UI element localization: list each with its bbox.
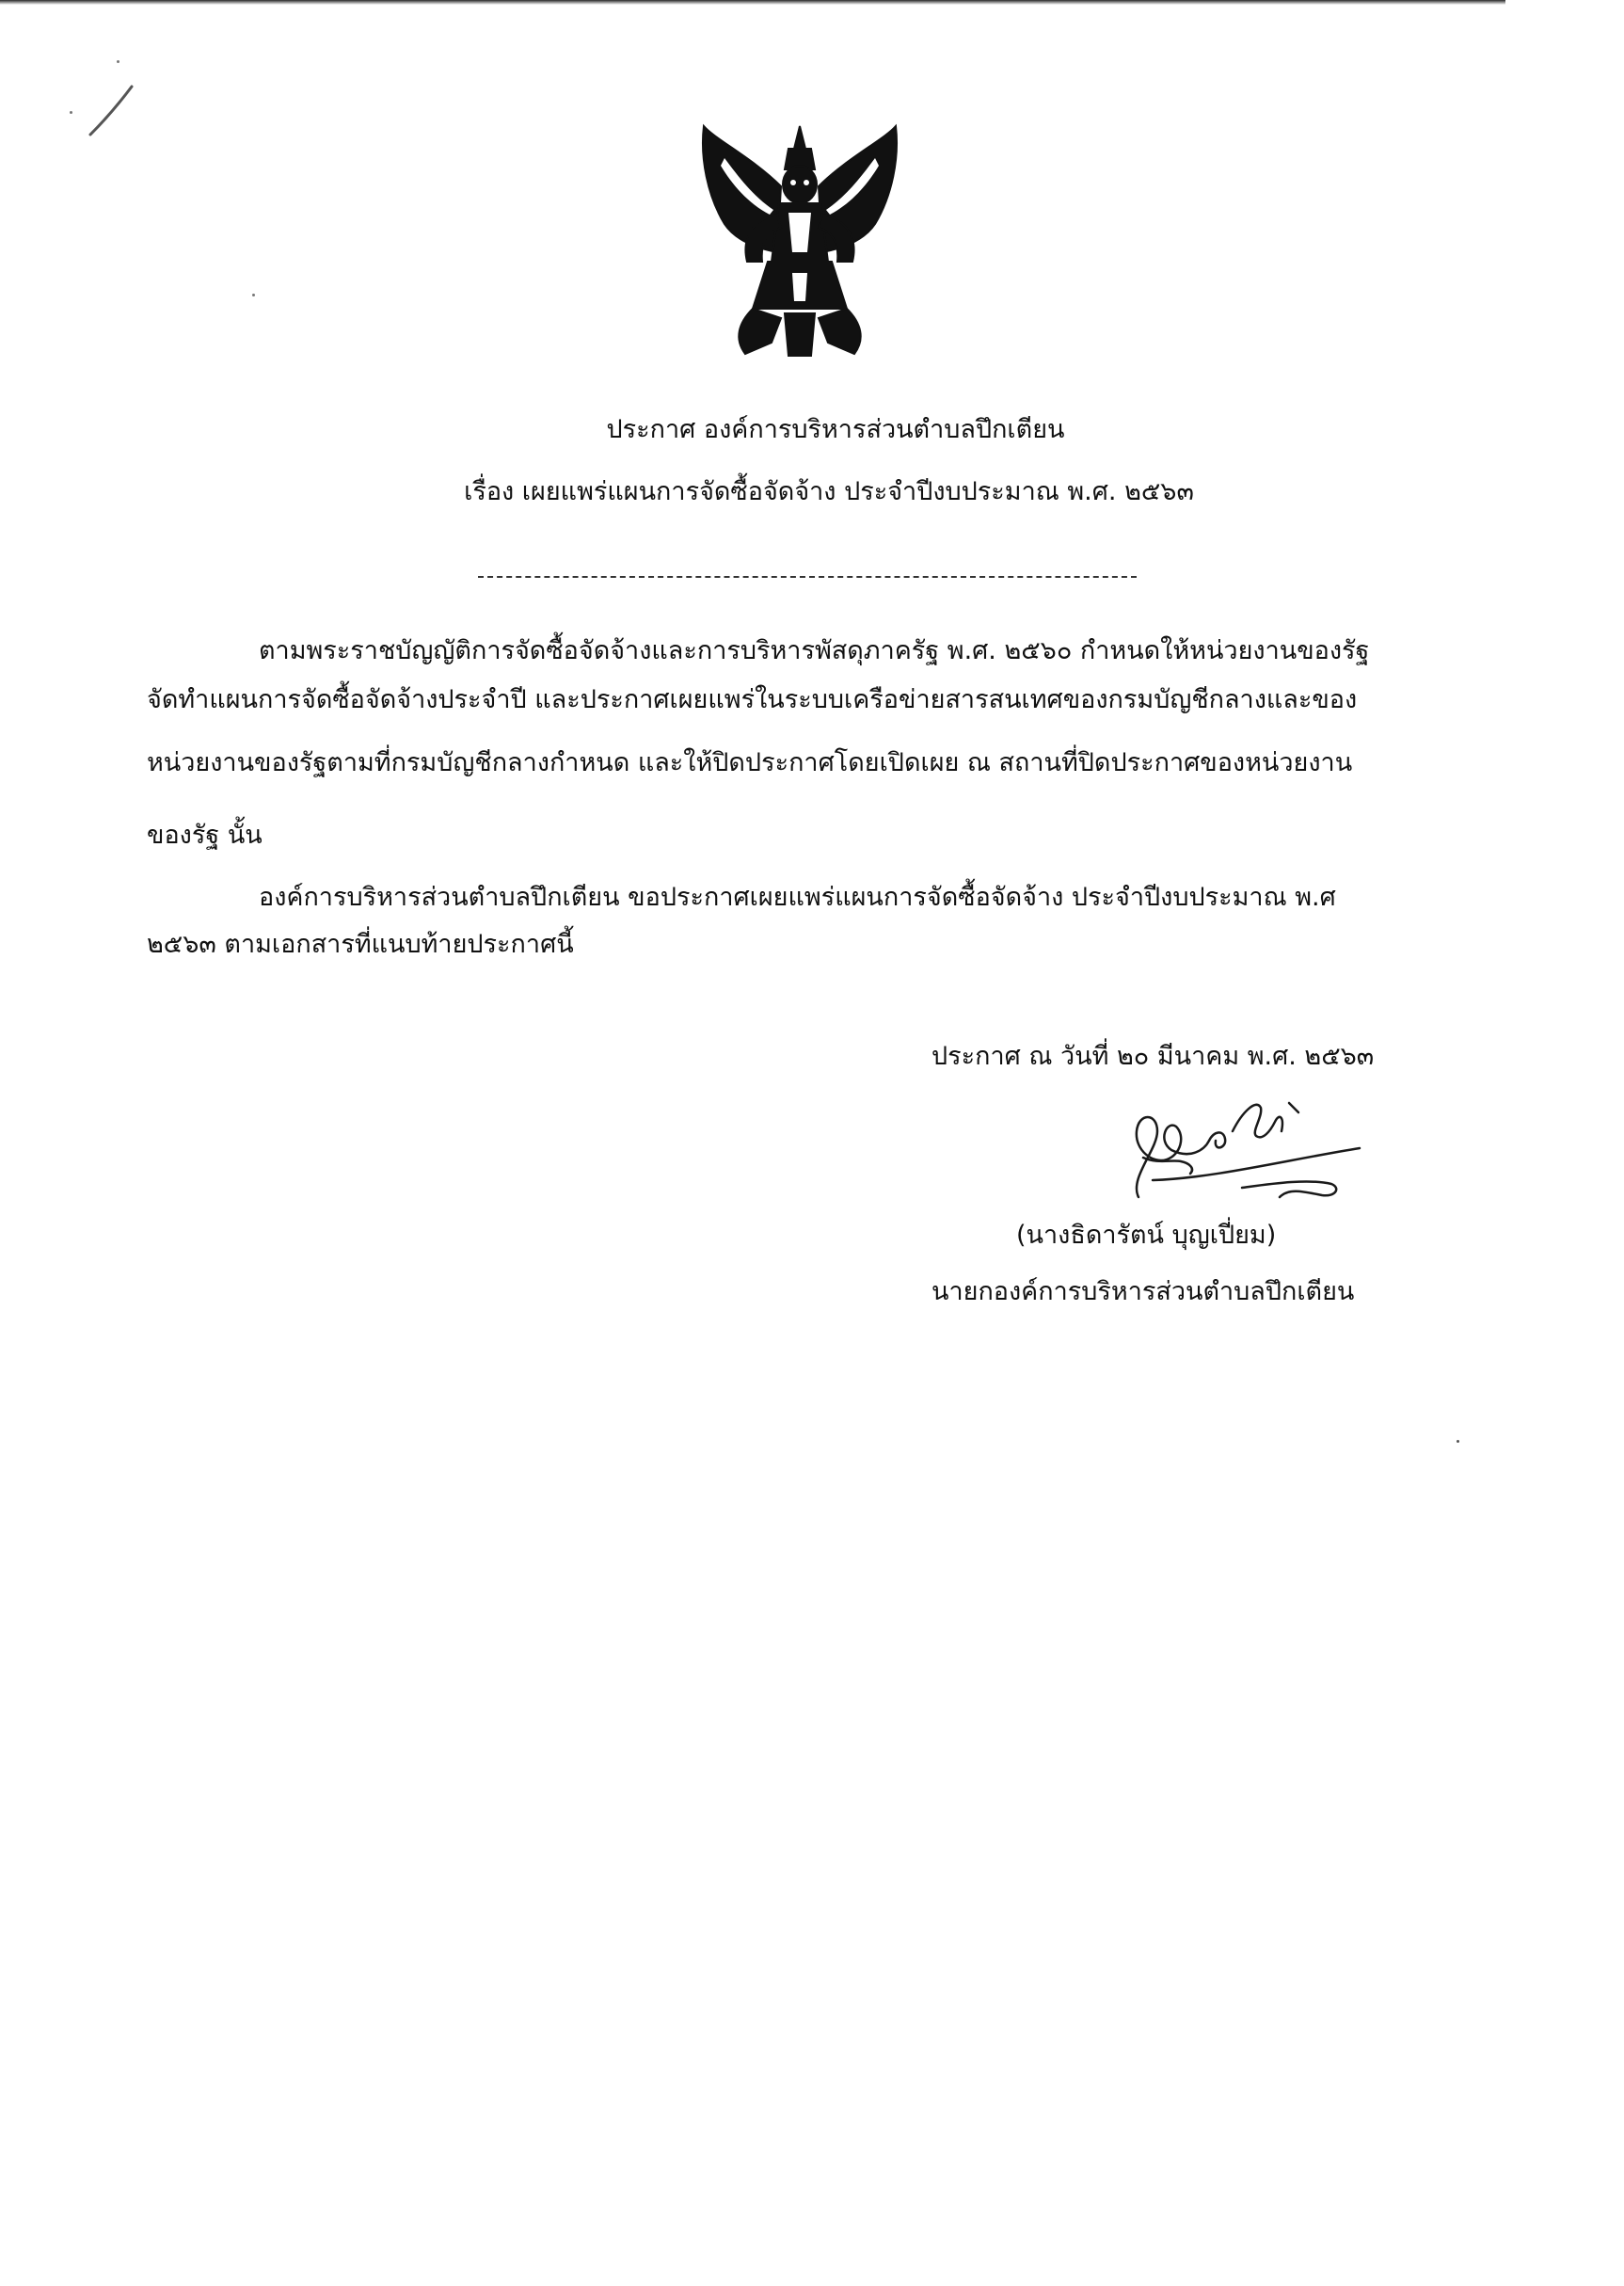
scan-pen-mark bbox=[83, 83, 139, 139]
announcement-title: ประกาศ องค์การบริหารส่วนตำบลปึกเตียน bbox=[606, 415, 1065, 444]
signer-name: (นางธิดารัตน์ บุญเปี่ยม) bbox=[1016, 1221, 1277, 1250]
paragraph-1-line: ตามพระราชบัญญัติการจัดซื้อจัดจ้างและการบริหารพัสดุภาครัฐ พ.ศ. ๒๕๖๐ กำหนดให้หน่วยงานของรัฐ bbox=[259, 636, 1370, 665]
announcement-subject: เรื่อง เผยแพร่แผนการจัดซื้อจัดจ้าง ประจำปีงบประมาณ พ.ศ. ๒๕๖๓ bbox=[464, 477, 1194, 506]
garuda-emblem-icon bbox=[687, 120, 913, 365]
scan-top-edge bbox=[0, 0, 1505, 5]
scan-speck bbox=[1457, 1440, 1459, 1443]
handwritten-signature bbox=[1101, 1094, 1383, 1216]
paragraph-1-line: หน่วยงานของรัฐตามที่กรมบัญชีกลางกำหนด และให้ปิดประกาศโดยเปิดเผย ณ สถานที่ปิดประกาศของหน่วยงาน bbox=[147, 748, 1353, 777]
divider-line bbox=[478, 576, 1137, 578]
scan-speck bbox=[70, 111, 72, 114]
scan-speck bbox=[252, 294, 255, 296]
paragraph-1-line: จัดทำแผนการจัดซื้อจัดจ้างประจำปี และประกาศเผยแพร่ในระบบเครือข่ายสารสนเทศของกรมบัญชีกลางและของ bbox=[147, 685, 1358, 714]
announcement-date: ประกาศ ณ วันที่ ๒๐ มีนาคม พ.ศ. ๒๕๖๓ bbox=[931, 1042, 1375, 1071]
paragraph-1-line: ของรัฐ นั้น bbox=[147, 821, 263, 850]
scan-speck bbox=[117, 60, 119, 63]
signer-position: นายกองค์การบริหารส่วนตำบลปึกเตียน bbox=[931, 1277, 1355, 1306]
paragraph-2-line: ๒๕๖๓ ตามเอกสารที่แนบท้ายประกาศนี้ bbox=[147, 930, 574, 959]
paragraph-2-line: องค์การบริหารส่วนตำบลปึกเตียน ขอประกาศเผยแพร่แผนการจัดซื้อจัดจ้าง ประจำปีงบประมาณ พ.ศ bbox=[259, 883, 1336, 912]
